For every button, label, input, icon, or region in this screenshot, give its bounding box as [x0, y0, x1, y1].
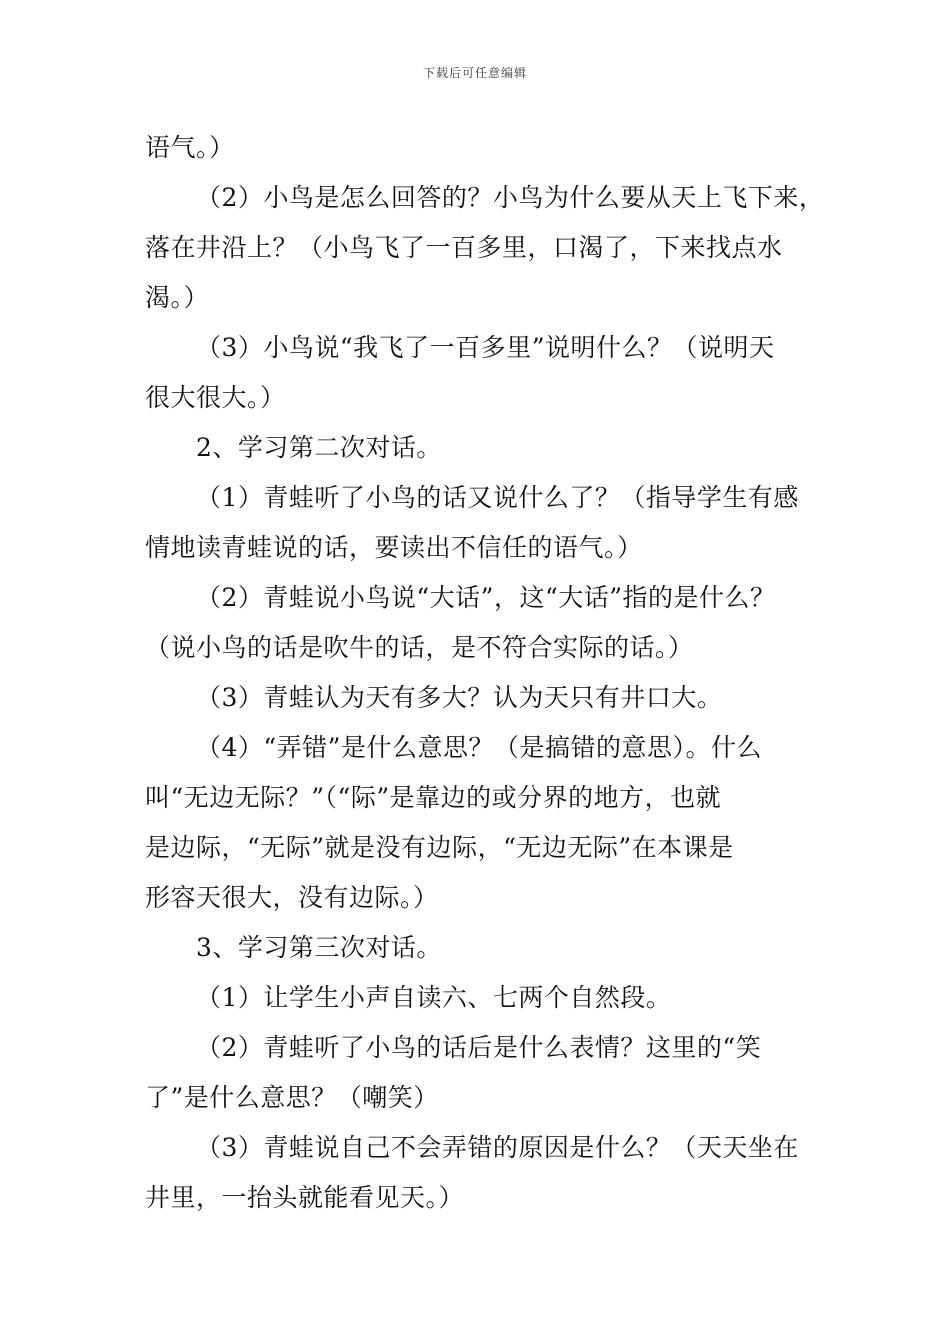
text-line: （2）青蛙说小鸟说“大话”，这“大话”指的是什么？	[196, 583, 776, 612]
text-line: 语气。）	[145, 133, 235, 162]
section-heading: 2、学习第二次对话。	[196, 433, 442, 462]
text-line: （1）青蛙听了小鸟的话又说什么了？（指导学生有感	[196, 483, 799, 512]
text-line: 是边际，“无际”就是没有边际，“无边无际”在本课是	[145, 833, 734, 862]
text-line: （3）小鸟说“我飞了一百多里”说明什么？（说明天	[196, 333, 775, 362]
text-line: 形容天很大，没有边际。）	[145, 883, 439, 912]
page-header: 下载后可任意编辑	[422, 66, 527, 80]
text-line: （2）小鸟是怎么回答的？小鸟为什么要从天上飞下来，	[196, 183, 825, 212]
text-line: 很大很大。）	[145, 383, 286, 412]
text-line: （2）青蛙听了小鸟的话后是什么表情？这里的“笑	[196, 1033, 762, 1062]
text-line: 井里，一抬头就能看见天。）	[145, 1183, 465, 1212]
text-line: 落在井沿上？（小鸟飞了一百多里，口渴了，下来找点水	[145, 233, 783, 262]
section-heading: 3、学习第三次对话。	[196, 933, 442, 962]
text-line: （3）青蛙说自己不会弄错的原因是什么？（天天坐在	[196, 1133, 799, 1162]
text-line: 渴。）	[145, 283, 210, 312]
text-line: （1）让学生小声自读六、七两个自然段。	[196, 983, 672, 1012]
text-line: （说小鸟的话是吹牛的话，是不符合实际的话。）	[145, 633, 694, 662]
text-line: 了”是什么意思？（嘲笑）	[145, 1083, 439, 1112]
text-line: 叫“无边无际？”（“际”是靠边的或分界的地方，也就	[145, 783, 722, 812]
text-line: （4）“弄错”是什么意思？（是搞错的意思）。什么	[196, 733, 762, 762]
text-line: 情地读青蛙说的话，要读出不信任的语气。）	[145, 533, 643, 562]
text-line: （3）青蛙认为天有多大？认为天只有井口大。	[196, 683, 723, 712]
